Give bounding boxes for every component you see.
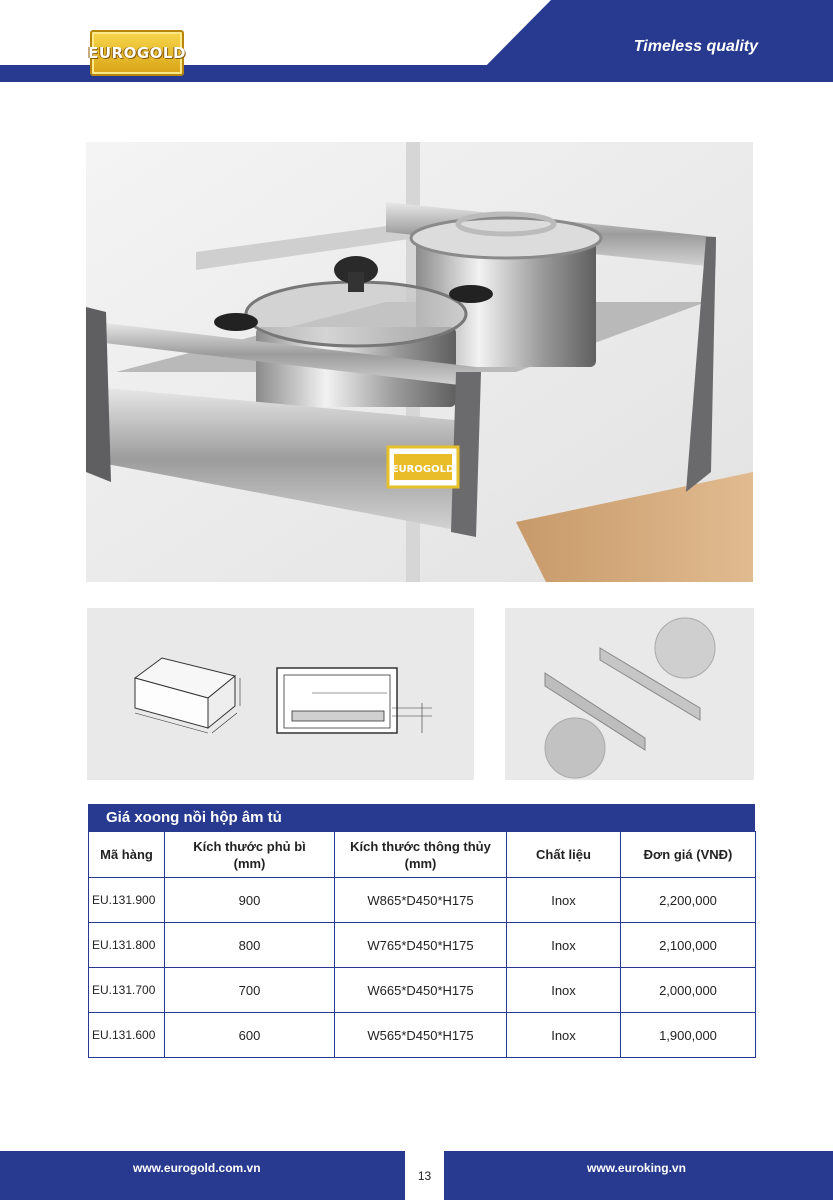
- table-row: [89, 923, 756, 968]
- cell-price: 2,000,000: [621, 968, 756, 1013]
- price-table: [88, 804, 755, 1058]
- cell-material: Inox: [507, 1013, 621, 1058]
- drawer-rails-photo: [505, 608, 754, 780]
- footer-right-bar: [444, 1151, 833, 1200]
- cell-material: Inox: [507, 923, 621, 968]
- cell-inner-size: W665*D450*H175: [335, 968, 507, 1013]
- table-header-row: [89, 832, 756, 878]
- cell-code: EU.131.900: [89, 878, 165, 923]
- product-badge-text: EUROGOLD: [391, 464, 455, 475]
- cell-price: 1,900,000: [621, 1013, 756, 1058]
- cell-outer-size: 700: [165, 968, 335, 1013]
- footer-right-link[interactable]: www.euroking.vn: [587, 1161, 686, 1175]
- brand-logo: [90, 30, 184, 76]
- header-tagline: Timeless quality: [633, 38, 758, 55]
- footer-left-bar: [0, 1151, 405, 1200]
- header-unit-price: Đơn giá (VNĐ): [621, 832, 756, 878]
- cell-price: 2,200,000: [621, 878, 756, 923]
- header-product-code: Mã hàng: [89, 832, 165, 878]
- table-title: Giá xoong nồi hộp âm tủ: [88, 804, 755, 831]
- brand-logo-text: EUROGOLD: [88, 44, 186, 62]
- header-inner-size: Kích thước thông thủy (mm): [335, 832, 507, 878]
- page-header: [0, 0, 833, 82]
- footer-left-link[interactable]: www.eurogold.com.vn: [133, 1161, 261, 1175]
- cell-outer-size: 900: [165, 878, 335, 923]
- cell-code: EU.131.800: [89, 923, 165, 968]
- dimension-diagram: [87, 608, 474, 780]
- cell-inner-size: W765*D450*H175: [335, 923, 507, 968]
- cell-code: EU.131.600: [89, 1013, 165, 1058]
- cell-outer-size: 600: [165, 1013, 335, 1058]
- cell-price: 2,100,000: [621, 923, 756, 968]
- cell-code: EU.131.700: [89, 968, 165, 1013]
- cell-inner-size: W865*D450*H175: [335, 878, 507, 923]
- table-row: [89, 1013, 756, 1058]
- table-row: [89, 878, 756, 923]
- cell-outer-size: 800: [165, 923, 335, 968]
- cell-material: Inox: [507, 878, 621, 923]
- header-outer-size: Kích thước phủ bì (mm): [165, 832, 335, 878]
- table-row: [89, 968, 756, 1013]
- header-material: Chất liệu: [507, 832, 621, 878]
- page-footer: [0, 1151, 833, 1200]
- cell-material: Inox: [507, 968, 621, 1013]
- main-product-photo: [86, 142, 753, 582]
- page-number: 13: [417, 1169, 432, 1183]
- cell-inner-size: W565*D450*H175: [335, 1013, 507, 1058]
